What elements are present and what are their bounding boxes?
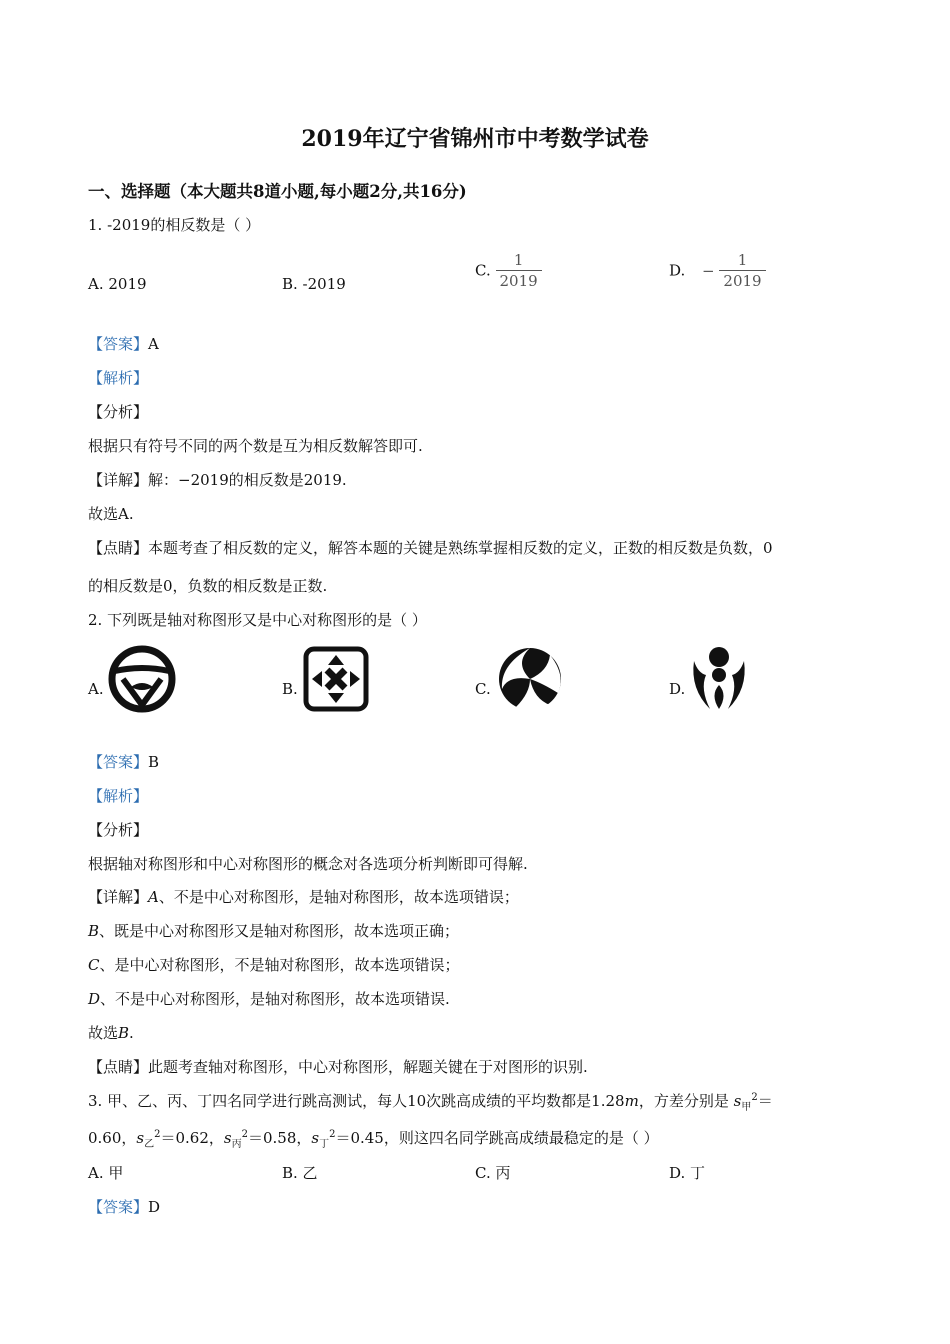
q2-xiangjie-c [88,954,460,975]
xiangjie-text: 、既是中心对称图形又是轴对称图形，故本选项正确； [99,922,460,940]
xiangjie-tag: 【详解】 [88,471,149,489]
option-letter: A [148,888,159,906]
variance-symbol: s [733,1092,742,1110]
variance-symbol: s [311,1129,320,1147]
section-heading: 一、选择题（本大题共8道小题,每小题2分,共16分) [88,182,467,201]
answer-value: A [148,335,159,353]
q1-stem: 1. -2019的相反数是（ ） [88,216,261,234]
q2-choose [88,1022,134,1043]
q1-option-d-fraction [719,250,765,291]
q2-option-b-label: B. [282,680,298,698]
choose-pre: 故选 [88,1024,119,1042]
dianjing-text: 本题考查了相反数的定义，解答本题的关键是熟练掌握相反数的定义，正数的相反数是负数，0 [148,539,773,557]
q2-answer [88,751,159,772]
q1-fenxi-text: 根据只有符号不同的两个数是互为相反数解答即可. [88,437,423,455]
flame-dots-icon [686,645,752,715]
dianjing-tag: 【点睛】 [88,1058,149,1076]
xiangjie-tag: 【详解】 [88,888,149,906]
variance-symbol: s [223,1129,232,1147]
subscript-bing: 丙 [231,1139,242,1150]
superscript-2: 2 [751,1092,758,1103]
q1-dianjing [88,537,773,558]
choose-post: . [129,1024,134,1042]
q3-option-a: A. 甲 [88,1164,124,1182]
subscript-yi: 乙 [144,1139,155,1150]
q3-value-bing: ＝0.58， [247,1129,312,1147]
q1-option-d-sign: − [702,261,715,280]
answer-value: B [148,753,160,771]
q3-stem [88,1090,773,1113]
q2-option-d-label: D. [669,680,686,698]
q1-option-c-label: C. [475,261,491,280]
q2-dianjing [88,1056,588,1077]
q1-option-c [475,250,542,291]
q2-option-c-label: C. [475,680,491,698]
xiangjie-text: 、是中心对称图形，不是轴对称图形，故本选项错误； [99,956,460,974]
answer-tag: 【答案】 [88,753,149,771]
fraction-numerator: 1 [513,251,524,269]
tomoe-icon [496,645,564,713]
dianjing-tag: 【点睛】 [88,539,149,557]
option-letter: C [88,956,100,974]
q3-value-yi: ＝0.62， [160,1129,224,1147]
answer-tag: 【答案】 [88,335,149,353]
superscript-2: 2 [241,1129,248,1140]
q3-option-b: B. 乙 [282,1164,318,1182]
q1-xiangjie [88,469,347,490]
q1-option-c-fraction [496,250,542,291]
q2-option-a-label: A. [88,680,104,698]
page-title: 2019年辽宁省锦州市中考数学试卷 [301,126,649,152]
q3-stem-line2 [88,1127,659,1150]
superscript-2: 2 [329,1129,336,1140]
q2-xiangjie-b [88,920,459,941]
option-letter: B [88,922,100,940]
q3-option-c: C. 丙 [475,1164,511,1182]
q3-answer [88,1196,160,1217]
q1-option-a: A. 2019 [88,275,147,293]
xiangjie-text: 、不是中心对称图形，是轴对称图形，故本选项错误； [158,888,519,906]
q1-fenxi: 【分析】 [88,403,149,421]
q1-answer [88,333,159,354]
xiangjie-text: 、不是中心对称图形，是轴对称图形，故本选项错误. [100,990,450,1008]
q2-stem: 2. 下列既是轴对称图形又是中心对称图形的是（ ） [88,611,427,629]
q1-option-d [669,250,766,291]
option-letter: D [88,990,101,1008]
q1-jiexi: 【解析】 [88,369,149,387]
q3-stem-pre: 3. 甲、乙、丙、丁四名同学进行跳高测试，每人10次跳高成绩的平均数都是1.28 [88,1092,625,1110]
q1-choose: 故选A. [88,505,134,523]
q2-jiexi: 【解析】 [88,787,149,805]
q3-stem-mid: ，方差分别是 [638,1092,729,1110]
answer-value: D [148,1198,161,1216]
superscript-2: 2 [154,1129,161,1140]
fraction-numerator: 1 [737,251,748,269]
q1-option-b: B. -2019 [282,275,346,293]
fraction-denominator: 2019 [499,272,538,290]
dianjing-text: 此题考查轴对称图形，中心对称图形，解题关键在于对图形的识别. [148,1058,588,1076]
q3-value-jia: 0.60， [88,1129,137,1147]
q1-option-d-label: D. [669,261,686,280]
subscript-ding: 丁 [319,1139,330,1150]
answer-tag: 【答案】 [88,1198,149,1216]
option-letter: B [118,1024,130,1042]
xiangjie-text: 解：−2019的相反数是2019. [148,471,347,489]
q1-dianjing-cont: 的相反数是0，负数的相反数是正数. [88,577,328,595]
q3-value-ding: ＝0.45，则这四名同学跳高成绩最稳定的是（ ） [335,1129,659,1147]
q2-xiangjie-d [88,988,450,1009]
arrows-cross-icon [302,645,370,713]
q2-fenxi-text: 根据轴对称图形和中心对称图形的概念对各选项分析判断即可得解. [88,855,528,873]
variance-symbol: s [136,1129,145,1147]
unit-m: m [624,1092,639,1110]
fraction-denominator: 2019 [723,272,762,290]
q2-fenxi: 【分析】 [88,821,149,839]
subscript-jia: 甲 [741,1102,752,1113]
q3-option-d: D. 丁 [669,1164,706,1182]
emblem-icon [107,645,177,713]
equals-sign: ＝ [757,1092,773,1110]
q2-xiangjie-a [88,886,519,907]
